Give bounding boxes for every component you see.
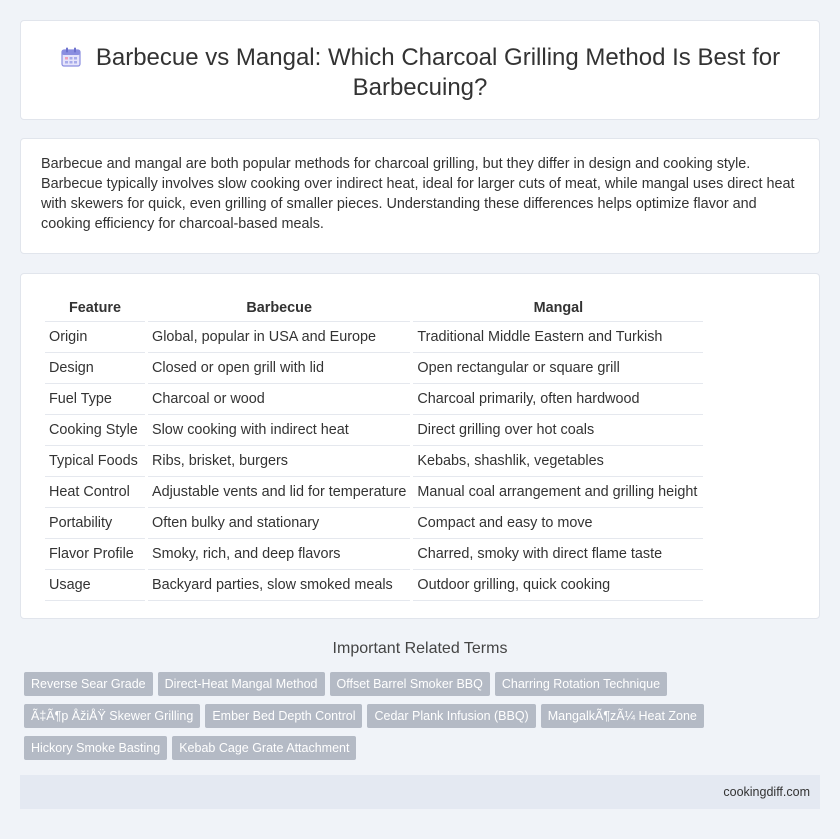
mangal-cell: Direct grilling over hot coals <box>413 415 703 446</box>
table-row <box>45 570 703 601</box>
tag-row <box>24 672 724 704</box>
header-card <box>20 20 820 120</box>
related-terms-title: Important Related Terms <box>332 640 508 657</box>
tag-row <box>24 704 724 736</box>
mangal-cell: Charred, smoky with direct flame taste <box>413 539 703 570</box>
barbecue-cell: Charcoal or wood <box>148 384 410 415</box>
barbecue-cell: Adjustable vents and lid for temperature <box>148 477 410 508</box>
mangal-cell: Traditional Middle Eastern and Turkish <box>413 322 703 353</box>
table-row <box>45 322 703 353</box>
barbecue-cell: Slow cooking with indirect heat <box>148 415 410 446</box>
table-row <box>45 384 703 415</box>
comparison-table <box>42 294 706 601</box>
tag-direct-heat-mangal-method[interactable]: Direct-Heat Mangal Method <box>158 672 325 696</box>
table-row <box>45 353 703 384</box>
barbecue-cell: Ribs, brisket, burgers <box>148 446 410 477</box>
tag-offset-barrel-smoker-bbq[interactable]: Offset Barrel Smoker BBQ <box>330 672 490 696</box>
tag-charring-rotation-technique[interactable]: Charring Rotation Technique <box>495 672 667 696</box>
table-row <box>45 415 703 446</box>
tag-cop-sis-skewer-grilling[interactable]: Ã‡Ã¶p ÅžiÅŸ Skewer Grilling <box>24 704 200 728</box>
feature-cell: Flavor Profile <box>45 539 145 570</box>
tag-cedar-plank-infusion[interactable]: Cedar Plank Infusion (BBQ) <box>367 704 535 728</box>
related-terms-list <box>24 672 724 768</box>
tag-row <box>24 736 724 768</box>
tag-mangalkozu-heat-zone[interactable]: MangalkÃ¶zÃ¼ Heat Zone <box>541 704 704 728</box>
tag-reverse-sear-grade[interactable]: Reverse Sear Grade <box>24 672 153 696</box>
feature-cell: Heat Control <box>45 477 145 508</box>
mangal-cell: Kebabs, shashlik, vegetables <box>413 446 703 477</box>
barbecue-cell: Closed or open grill with lid <box>148 353 410 384</box>
header-barbecue: Barbecue <box>148 294 410 322</box>
table-header-row <box>45 294 703 322</box>
feature-cell: Origin <box>45 322 145 353</box>
feature-cell: Design <box>45 353 145 384</box>
mangal-cell: Compact and easy to move <box>413 508 703 539</box>
intro-card <box>20 138 820 254</box>
table-row <box>45 446 703 477</box>
barbecue-cell: Smoky, rich, and deep flavors <box>148 539 410 570</box>
mangal-cell: Charcoal primarily, often hardwood <box>413 384 703 415</box>
mangal-cell: Manual coal arrangement and grilling height <box>413 477 703 508</box>
header-feature: Feature <box>45 294 145 322</box>
page-title: Barbecue vs Mangal: Which Charcoal Grilling Method Is Best for Barbecuing? <box>95 44 781 101</box>
comparison-card <box>20 273 820 619</box>
page-title-wrap <box>21 43 819 103</box>
footer-site-link[interactable]: cookingdiff.com <box>723 785 810 799</box>
footer <box>20 775 820 809</box>
tag-hickory-smoke-basting[interactable]: Hickory Smoke Basting <box>24 736 167 760</box>
barbecue-cell: Often bulky and stationary <box>148 508 410 539</box>
table-row <box>45 539 703 570</box>
feature-cell: Usage <box>45 570 145 601</box>
intro-paragraph: Barbecue and mangal are both popular methods for charcoal grilling, but they differ in design and cooking style. Barbecue typically involves slow cooking over indirect heat, ideal for larger cuts of meat, while mangal uses direct heat with skewers for quick, even grilling of smaller pieces. Understanding these differences helps optimize flavor and cooking efficiency for charcoal-based meals. <box>41 156 795 232</box>
tag-kebab-cage-grate-attachment[interactable]: Kebab Cage Grate Attachment <box>172 736 356 760</box>
feature-cell: Typical Foods <box>45 446 145 477</box>
mangal-cell: Open rectangular or square grill <box>413 353 703 384</box>
table-row <box>45 477 703 508</box>
mangal-cell: Outdoor grilling, quick cooking <box>413 570 703 601</box>
barbecue-cell: Backyard parties, slow smoked meals <box>148 570 410 601</box>
feature-cell: Fuel Type <box>45 384 145 415</box>
table-row <box>45 508 703 539</box>
tag-ember-bed-depth-control[interactable]: Ember Bed Depth Control <box>205 704 362 728</box>
feature-cell: Portability <box>45 508 145 539</box>
feature-cell: Cooking Style <box>45 415 145 446</box>
barbecue-cell: Global, popular in USA and Europe <box>148 322 410 353</box>
calendar-icon <box>60 46 82 68</box>
header-mangal: Mangal <box>413 294 703 322</box>
